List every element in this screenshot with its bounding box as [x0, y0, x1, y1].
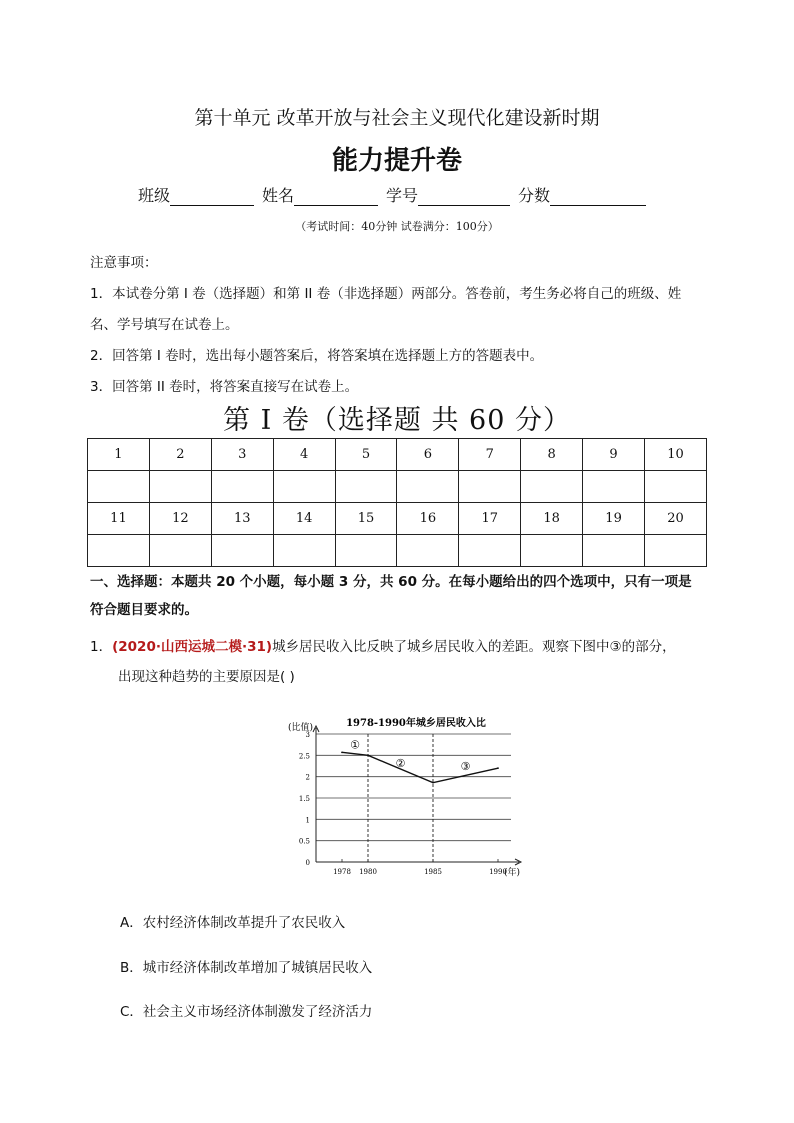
chart-data-point — [367, 754, 369, 756]
table-row-answers-2 — [88, 535, 707, 567]
student-id-field[interactable] — [386, 183, 510, 206]
score-field[interactable] — [518, 183, 646, 206]
chart-x-tick-label: 1978 — [333, 868, 351, 876]
chart-y-tick-label: 2.5 — [298, 752, 310, 761]
chart-x-tick-label: 1985 — [424, 868, 442, 876]
income-ratio-chart — [286, 712, 536, 884]
class-field[interactable] — [138, 183, 254, 206]
answer-cell[interactable] — [335, 471, 397, 503]
chart-x-axis-label: (年) — [504, 868, 521, 878]
answer-cell[interactable] — [583, 471, 645, 503]
question-text: 城乡居民收入比反映了城乡居民收入的差距。观察下图中③的部分， — [272, 639, 676, 655]
chart-y-tick-label: 0.5 — [298, 837, 310, 846]
notes-heading: 注意事项： — [90, 255, 158, 271]
answer-cell[interactable] — [459, 535, 521, 567]
answer-cell[interactable] — [149, 535, 211, 567]
question-number-cell: 8 — [521, 439, 583, 471]
answer-cell[interactable] — [521, 535, 583, 567]
option-a[interactable]: A．农村经济体制改革提升了农民收入 — [120, 915, 346, 931]
chart-x-tick-label: 1990 — [489, 868, 507, 876]
name-label: 姓名 — [262, 186, 295, 205]
answer-table — [87, 438, 707, 567]
note-item: 3．回答第 II 卷时，将答案直接写在试卷上。 — [90, 379, 359, 395]
question-number-cell: 18 — [521, 503, 583, 535]
question-number-cell: 19 — [583, 503, 645, 535]
paper-title: 能力提升卷 — [331, 146, 462, 176]
note-item: 2．回答第 I 卷时，选出每小题答案后，将答案填在选择题上方的答题表中。 — [90, 348, 544, 364]
class-label: 班级 — [138, 186, 171, 205]
exam-info: （考试时间：40分钟 试卷满分：100分） — [295, 220, 499, 233]
chart-data-point — [497, 767, 499, 769]
chart-y-tick-label: 2 — [305, 773, 310, 782]
answer-cell[interactable] — [397, 535, 459, 567]
instructions-line: 符合题目要求的。 — [90, 602, 198, 618]
question-number-cell: 17 — [459, 503, 521, 535]
score-blank[interactable] — [550, 187, 646, 206]
table-row-numbers-2 — [88, 503, 707, 535]
question-number-cell: 16 — [397, 503, 459, 535]
question-number-cell: 2 — [149, 439, 211, 471]
question-number-cell: 7 — [459, 439, 521, 471]
question-number-cell: 20 — [645, 503, 707, 535]
question-number-cell: 1 — [88, 439, 150, 471]
question-number-cell: 3 — [211, 439, 273, 471]
chart-data-point — [432, 782, 434, 784]
question-number-cell: 15 — [335, 503, 397, 535]
question-number-cell: 4 — [273, 439, 335, 471]
note-item: 名、学号填写在试卷上。 — [90, 317, 239, 333]
table-row-numbers-1 — [88, 439, 707, 471]
name-field[interactable] — [262, 183, 378, 206]
question-number-cell: 5 — [335, 439, 397, 471]
chart-y-tick-label: 1 — [305, 816, 310, 825]
question-1 — [90, 632, 720, 692]
score-label: 分数 — [518, 186, 551, 205]
answer-cell[interactable] — [211, 471, 273, 503]
answer-cell[interactable] — [397, 471, 459, 503]
chart-region-label: ② — [395, 757, 406, 771]
section-title: 第 I 卷（选择题 共 60 分） — [223, 405, 571, 436]
answer-cell[interactable] — [583, 535, 645, 567]
unit-title: 第十单元 改革开放与社会主义现代化建设新时期 — [194, 107, 600, 129]
question-number: 1． — [90, 639, 113, 655]
answer-cell[interactable] — [335, 535, 397, 567]
table-row-answers-1 — [88, 471, 707, 503]
student-id-blank[interactable] — [418, 187, 510, 206]
question-number-cell: 11 — [88, 503, 150, 535]
answer-cell[interactable] — [211, 535, 273, 567]
answer-cell[interactable] — [88, 535, 150, 567]
instructions-line: 一、选择题：本题共 20 个小题，每小题 3 分，共 60 分。在每小题给出的四个选项中，只有一项是 — [90, 574, 692, 590]
question-source: (2020·山西运城二模·31) — [112, 639, 273, 655]
choice-instructions — [90, 568, 710, 624]
chart-y-tick-label: 1.5 — [298, 795, 310, 803]
note-item: 1．本试卷分第 I 卷（选择题）和第 II 卷（非选择题）两部分。答卷前，考生务必将自己的班级、姓 — [90, 286, 682, 302]
student-info-fields — [138, 183, 648, 206]
answer-cell[interactable] — [645, 471, 707, 503]
question-number-cell: 10 — [645, 439, 707, 471]
chart-y-axis-label: (比值) — [288, 723, 314, 733]
chart-data-point — [341, 751, 343, 753]
chart-title: 1978-1990年城乡居民收入比 — [346, 718, 486, 729]
answer-cell[interactable] — [521, 471, 583, 503]
question-number-cell: 12 — [149, 503, 211, 535]
chart-x-tick-label: 1980 — [359, 868, 377, 876]
chart-region-label: ③ — [460, 760, 471, 773]
answer-cell[interactable] — [149, 471, 211, 503]
chart-y-tick-label: 0 — [305, 859, 310, 867]
answer-cell[interactable] — [88, 471, 150, 503]
question-text-continued: 出现这种趋势的主要原因是( ) — [118, 669, 295, 685]
class-blank[interactable] — [170, 187, 254, 206]
question-number-cell: 9 — [583, 439, 645, 471]
answer-cell[interactable] — [273, 535, 335, 567]
answer-cell[interactable] — [459, 471, 521, 503]
option-b[interactable]: B．城市经济体制改革增加了城镇居民收入 — [120, 960, 373, 976]
student-id-label: 学号 — [386, 186, 419, 205]
option-c[interactable]: C．社会主义市场经济体制激发了经济活力 — [120, 1004, 373, 1020]
answer-cell[interactable] — [645, 535, 707, 567]
chart-region-label: ① — [350, 738, 360, 752]
notes-section — [90, 248, 710, 403]
question-number-cell: 14 — [273, 503, 335, 535]
answer-cell[interactable] — [273, 471, 335, 503]
name-blank[interactable] — [294, 187, 378, 206]
chart-series-line — [342, 752, 498, 782]
question-number-cell: 13 — [211, 503, 273, 535]
question-number-cell: 6 — [397, 439, 459, 471]
chart-y-tick-label: 3 — [305, 731, 310, 739]
